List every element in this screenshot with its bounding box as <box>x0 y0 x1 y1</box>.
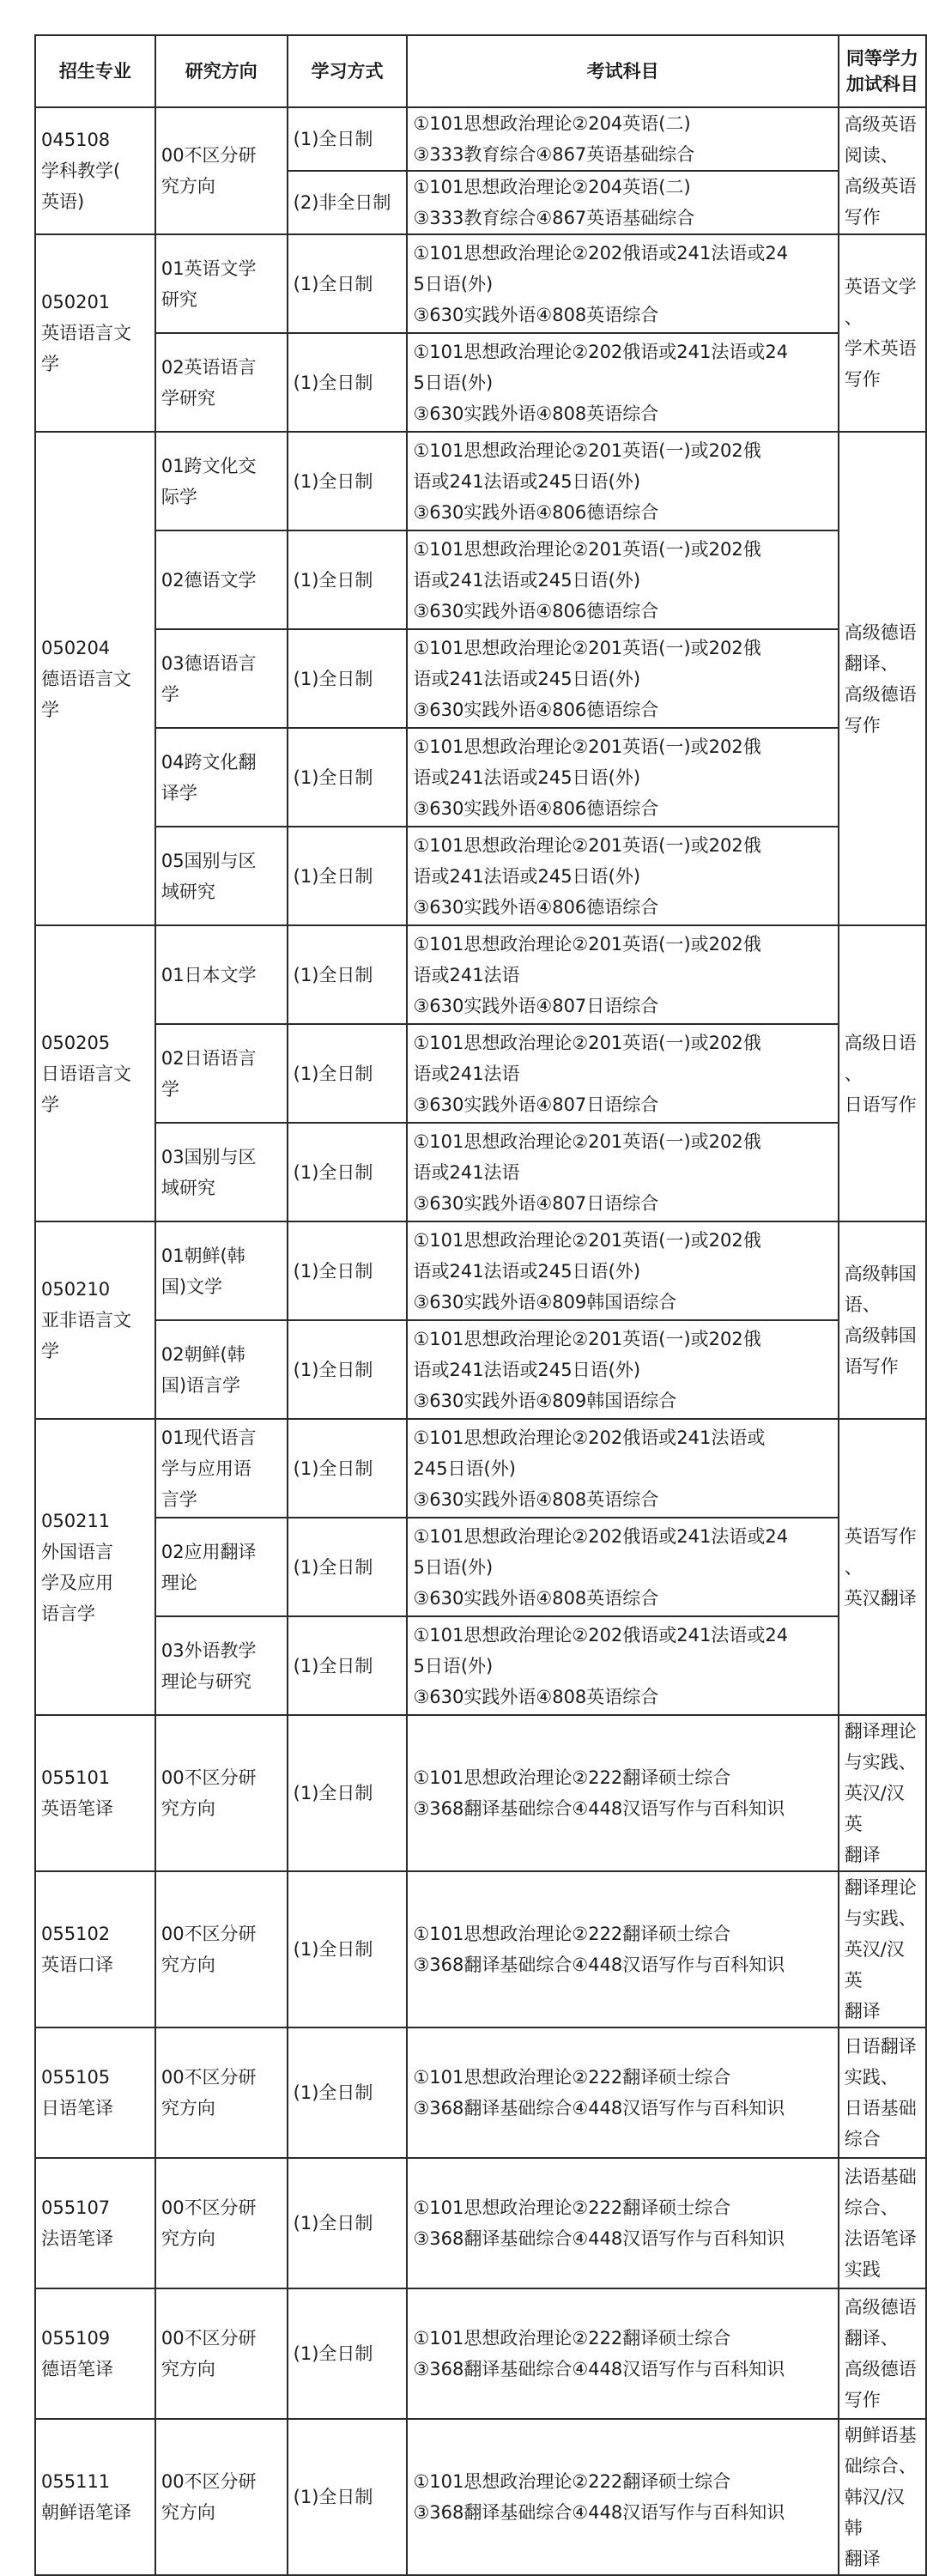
mode-cell: (1)全日制 <box>288 827 408 925</box>
direction-cell: 00不区分研 究方向 <box>155 1715 288 1871</box>
table-row <box>35 2288 926 2419</box>
table-row <box>35 2419 926 2575</box>
direction-cell: 02应用翻译 理论 <box>155 1518 288 1616</box>
mode-cell: (1)全日制 <box>288 1221 408 1320</box>
subjects-cell: ①101思想政治理论②201英语(一)或202俄 语或241法语或245日语(外) ③630实践外语④806德语综合 <box>407 530 838 629</box>
extra-exam-cell: 法语基础 综合、 法语笔译 实践 <box>839 2158 926 2288</box>
subjects-cell: ①101思想政治理论②201英语(一)或202俄 语或241法语 ③630实践外语④807日语综合 <box>407 1024 838 1123</box>
mode-cell: (1)全日制 <box>288 530 408 629</box>
major-cell: 050204 德语语言文 学 <box>35 432 155 925</box>
mode-cell: (1)全日制 <box>288 1871 408 2027</box>
mode-cell: (1)全日制 <box>288 1715 408 1871</box>
direction-cell: 01日本文学 <box>155 925 288 1024</box>
table-row <box>35 1715 926 1871</box>
mode-cell: (1)全日制 <box>288 1419 408 1518</box>
table-row <box>35 728 926 827</box>
subjects-cell: ①101思想政治理论②222翻译硕士综合 ③368翻译基础综合④448汉语写作与百科知识 <box>407 2158 838 2288</box>
subjects-cell: ①101思想政治理论②201英语(一)或202俄 语或241法语或245日语(外) ③630实践外语④806德语综合 <box>407 827 838 925</box>
direction-cell: 05国别与区 域研究 <box>155 827 288 925</box>
major-cell: 050211 外国语言 学及应用 语言学 <box>35 1419 155 1715</box>
direction-cell: 03外语教学 理论与研究 <box>155 1616 288 1715</box>
table-row <box>35 2027 926 2158</box>
major-cell: 050205 日语语言文 学 <box>35 925 155 1221</box>
table-row <box>35 333 926 432</box>
subjects-cell: ①101思想政治理论②202俄语或241法语或24 5日语(外) ③630实践外语④808英语综合 <box>407 1616 838 1715</box>
mode-cell: (1)全日制 <box>288 2419 408 2575</box>
major-cell: 055101 英语笔译 <box>35 1715 155 1871</box>
table-row <box>35 2158 926 2288</box>
extra-exam-cell: 英语文学 、 学术英语 写作 <box>839 234 926 432</box>
extra-exam-cell: 高级英语 阅读、 高级英语 写作 <box>839 107 926 234</box>
table-row <box>35 432 926 530</box>
direction-cell: 00不区分研 究方向 <box>155 1871 288 2027</box>
direction-cell: 02朝鲜(韩 国)语言学 <box>155 1320 288 1419</box>
header-direction: 研究方向 <box>155 35 288 107</box>
mode-cell: (1)全日制 <box>288 234 408 333</box>
direction-cell: 03德语语言 学 <box>155 629 288 728</box>
subjects-cell: ①101思想政治理论②201英语(一)或202俄 语或241法语或245日语(外) ③630实践外语④806德语综合 <box>407 629 838 728</box>
subjects-cell: ①101思想政治理论②222翻译硕士综合 ③368翻译基础综合④448汉语写作与百科知识 <box>407 2288 838 2419</box>
table-row <box>35 1221 926 1320</box>
subjects-cell: ①101思想政治理论②222翻译硕士综合 ③368翻译基础综合④448汉语写作与百科知识 <box>407 2419 838 2575</box>
subjects-cell: ①101思想政治理论②201英语(一)或202俄 语或241法语 ③630实践外语④807日语综合 <box>407 1123 838 1221</box>
subjects-cell: ①101思想政治理论②202俄语或241法语或24 5日语(外) ③630实践外语④808英语综合 <box>407 1518 838 1616</box>
direction-cell: 01英语文学 研究 <box>155 234 288 333</box>
subjects-cell: ①101思想政治理论②222翻译硕士综合 ③368翻译基础综合④448汉语写作与百科知识 <box>407 2027 838 2158</box>
mode-cell: (1)全日制 <box>288 2158 408 2288</box>
subjects-cell: ①101思想政治理论②201英语(一)或202俄 语或241法语 ③630实践外语④807日语综合 <box>407 925 838 1024</box>
mode-cell: (1)全日制 <box>288 107 408 171</box>
subjects-cell: ①101思想政治理论②201英语(一)或202俄 语或241法语或245日语(外) ③630实践外语④806德语综合 <box>407 728 838 827</box>
subjects-cell: ①101思想政治理论②222翻译硕士综合 ③368翻译基础综合④448汉语写作与百科知识 <box>407 1715 838 1871</box>
subjects-cell: ①101思想政治理论②201英语(一)或202俄 语或241法语或245日语(外) ③630实践外语④806德语综合 <box>407 432 838 530</box>
mode-cell: (1)全日制 <box>288 1320 408 1419</box>
subjects-cell: ①101思想政治理论②204英语(二) ③333教育综合④867英语基础综合 <box>407 107 838 171</box>
header-extra: 同等学力 加试科目 <box>839 35 926 107</box>
admissions-table <box>34 34 927 2576</box>
mode-cell: (1)全日制 <box>288 333 408 432</box>
table-row <box>35 234 926 333</box>
direction-cell: 03国别与区 域研究 <box>155 1123 288 1221</box>
extra-exam-cell: 翻译理论 与实践、 英汉/汉英 翻译 <box>839 1871 926 2027</box>
extra-exam-cell: 高级日语 、 日语写作 <box>839 925 926 1221</box>
table-row <box>35 1616 926 1715</box>
extra-exam-cell: 翻译理论 与实践、 英汉/汉英 翻译 <box>839 1715 926 1871</box>
table-row <box>35 1024 926 1123</box>
extra-exam-cell: 日语翻译 实践、 日语基础 综合 <box>839 2027 926 2158</box>
subjects-cell: ①101思想政治理论②202俄语或241法语或24 5日语(外) ③630实践外语④808英语综合 <box>407 333 838 432</box>
header-subjects: 考试科目 <box>407 35 838 107</box>
extra-exam-cell: 高级德语 翻译、 高级德语 写作 <box>839 2288 926 2419</box>
table-body <box>35 107 926 2575</box>
direction-cell: 04跨文化翻 译学 <box>155 728 288 827</box>
major-cell: 055111 朝鲜语笔译 <box>35 2419 155 2575</box>
mode-cell: (1)全日制 <box>288 1518 408 1616</box>
direction-cell: 02德语文学 <box>155 530 288 629</box>
mode-cell: (1)全日制 <box>288 1616 408 1715</box>
major-cell: 050210 亚非语言文 学 <box>35 1221 155 1419</box>
mode-cell: (1)全日制 <box>288 432 408 530</box>
table-row <box>35 1320 926 1419</box>
direction-cell: 02日语语言 学 <box>155 1024 288 1123</box>
header-major: 招生专业 <box>35 35 155 107</box>
table-row <box>35 1871 926 2027</box>
mode-cell: (2)非全日制 <box>288 171 408 234</box>
subjects-cell: ①101思想政治理论②204英语(二) ③333教育综合④867英语基础综合 <box>407 171 838 234</box>
major-cell: 055102 英语口译 <box>35 1871 155 2027</box>
mode-cell: (1)全日制 <box>288 2027 408 2158</box>
header-mode: 学习方式 <box>288 35 408 107</box>
major-cell: 045108 学科教学( 英语) <box>35 107 155 234</box>
direction-cell: 01跨文化交 际学 <box>155 432 288 530</box>
mode-cell: (1)全日制 <box>288 1024 408 1123</box>
mode-cell: (1)全日制 <box>288 728 408 827</box>
major-cell: 050201 英语语言文 学 <box>35 234 155 432</box>
table-row <box>35 1123 926 1221</box>
direction-cell: 00不区分研 究方向 <box>155 107 288 234</box>
table-row <box>35 1419 926 1518</box>
extra-exam-cell: 朝鲜语基 础综合、 韩汉/汉韩 翻译 <box>839 2419 926 2575</box>
direction-cell: 02英语语言 学研究 <box>155 333 288 432</box>
table-row <box>35 107 926 171</box>
major-cell: 055105 日语笔译 <box>35 2027 155 2158</box>
header-row <box>35 35 926 107</box>
table-row <box>35 925 926 1024</box>
mode-cell: (1)全日制 <box>288 2288 408 2419</box>
extra-exam-cell: 英语写作 、 英汉翻译 <box>839 1419 926 1715</box>
subjects-cell: ①101思想政治理论②202俄语或241法语或24 5日语(外) ③630实践外语④808英语综合 <box>407 234 838 333</box>
table-row <box>35 827 926 925</box>
direction-cell: 01朝鲜(韩 国)文学 <box>155 1221 288 1320</box>
table-row <box>35 530 926 629</box>
subjects-cell: ①101思想政治理论②201英语(一)或202俄 语或241法语或245日语(外) ③630实践外语④809韩国语综合 <box>407 1320 838 1419</box>
direction-cell: 00不区分研 究方向 <box>155 2419 288 2575</box>
table-row <box>35 1518 926 1616</box>
direction-cell: 00不区分研 究方向 <box>155 2158 288 2288</box>
direction-cell: 00不区分研 究方向 <box>155 2027 288 2158</box>
mode-cell: (1)全日制 <box>288 1123 408 1221</box>
subjects-cell: ①101思想政治理论②201英语(一)或202俄 语或241法语或245日语(外) ③630实践外语④809韩国语综合 <box>407 1221 838 1320</box>
mode-cell: (1)全日制 <box>288 629 408 728</box>
direction-cell: 00不区分研 究方向 <box>155 2288 288 2419</box>
extra-exam-cell: 高级韩国 语、 高级韩国 语写作 <box>839 1221 926 1419</box>
table-row <box>35 629 926 728</box>
major-cell: 055109 德语笔译 <box>35 2288 155 2419</box>
direction-cell: 01现代语言 学与应用语 言学 <box>155 1419 288 1518</box>
subjects-cell: ①101思想政治理论②222翻译硕士综合 ③368翻译基础综合④448汉语写作与百科知识 <box>407 1871 838 2027</box>
subjects-cell: ①101思想政治理论②202俄语或241法语或 245日语(外) ③630实践外语④808英语综合 <box>407 1419 838 1518</box>
extra-exam-cell: 高级德语 翻译、 高级德语 写作 <box>839 432 926 925</box>
major-cell: 055107 法语笔译 <box>35 2158 155 2288</box>
mode-cell: (1)全日制 <box>288 925 408 1024</box>
